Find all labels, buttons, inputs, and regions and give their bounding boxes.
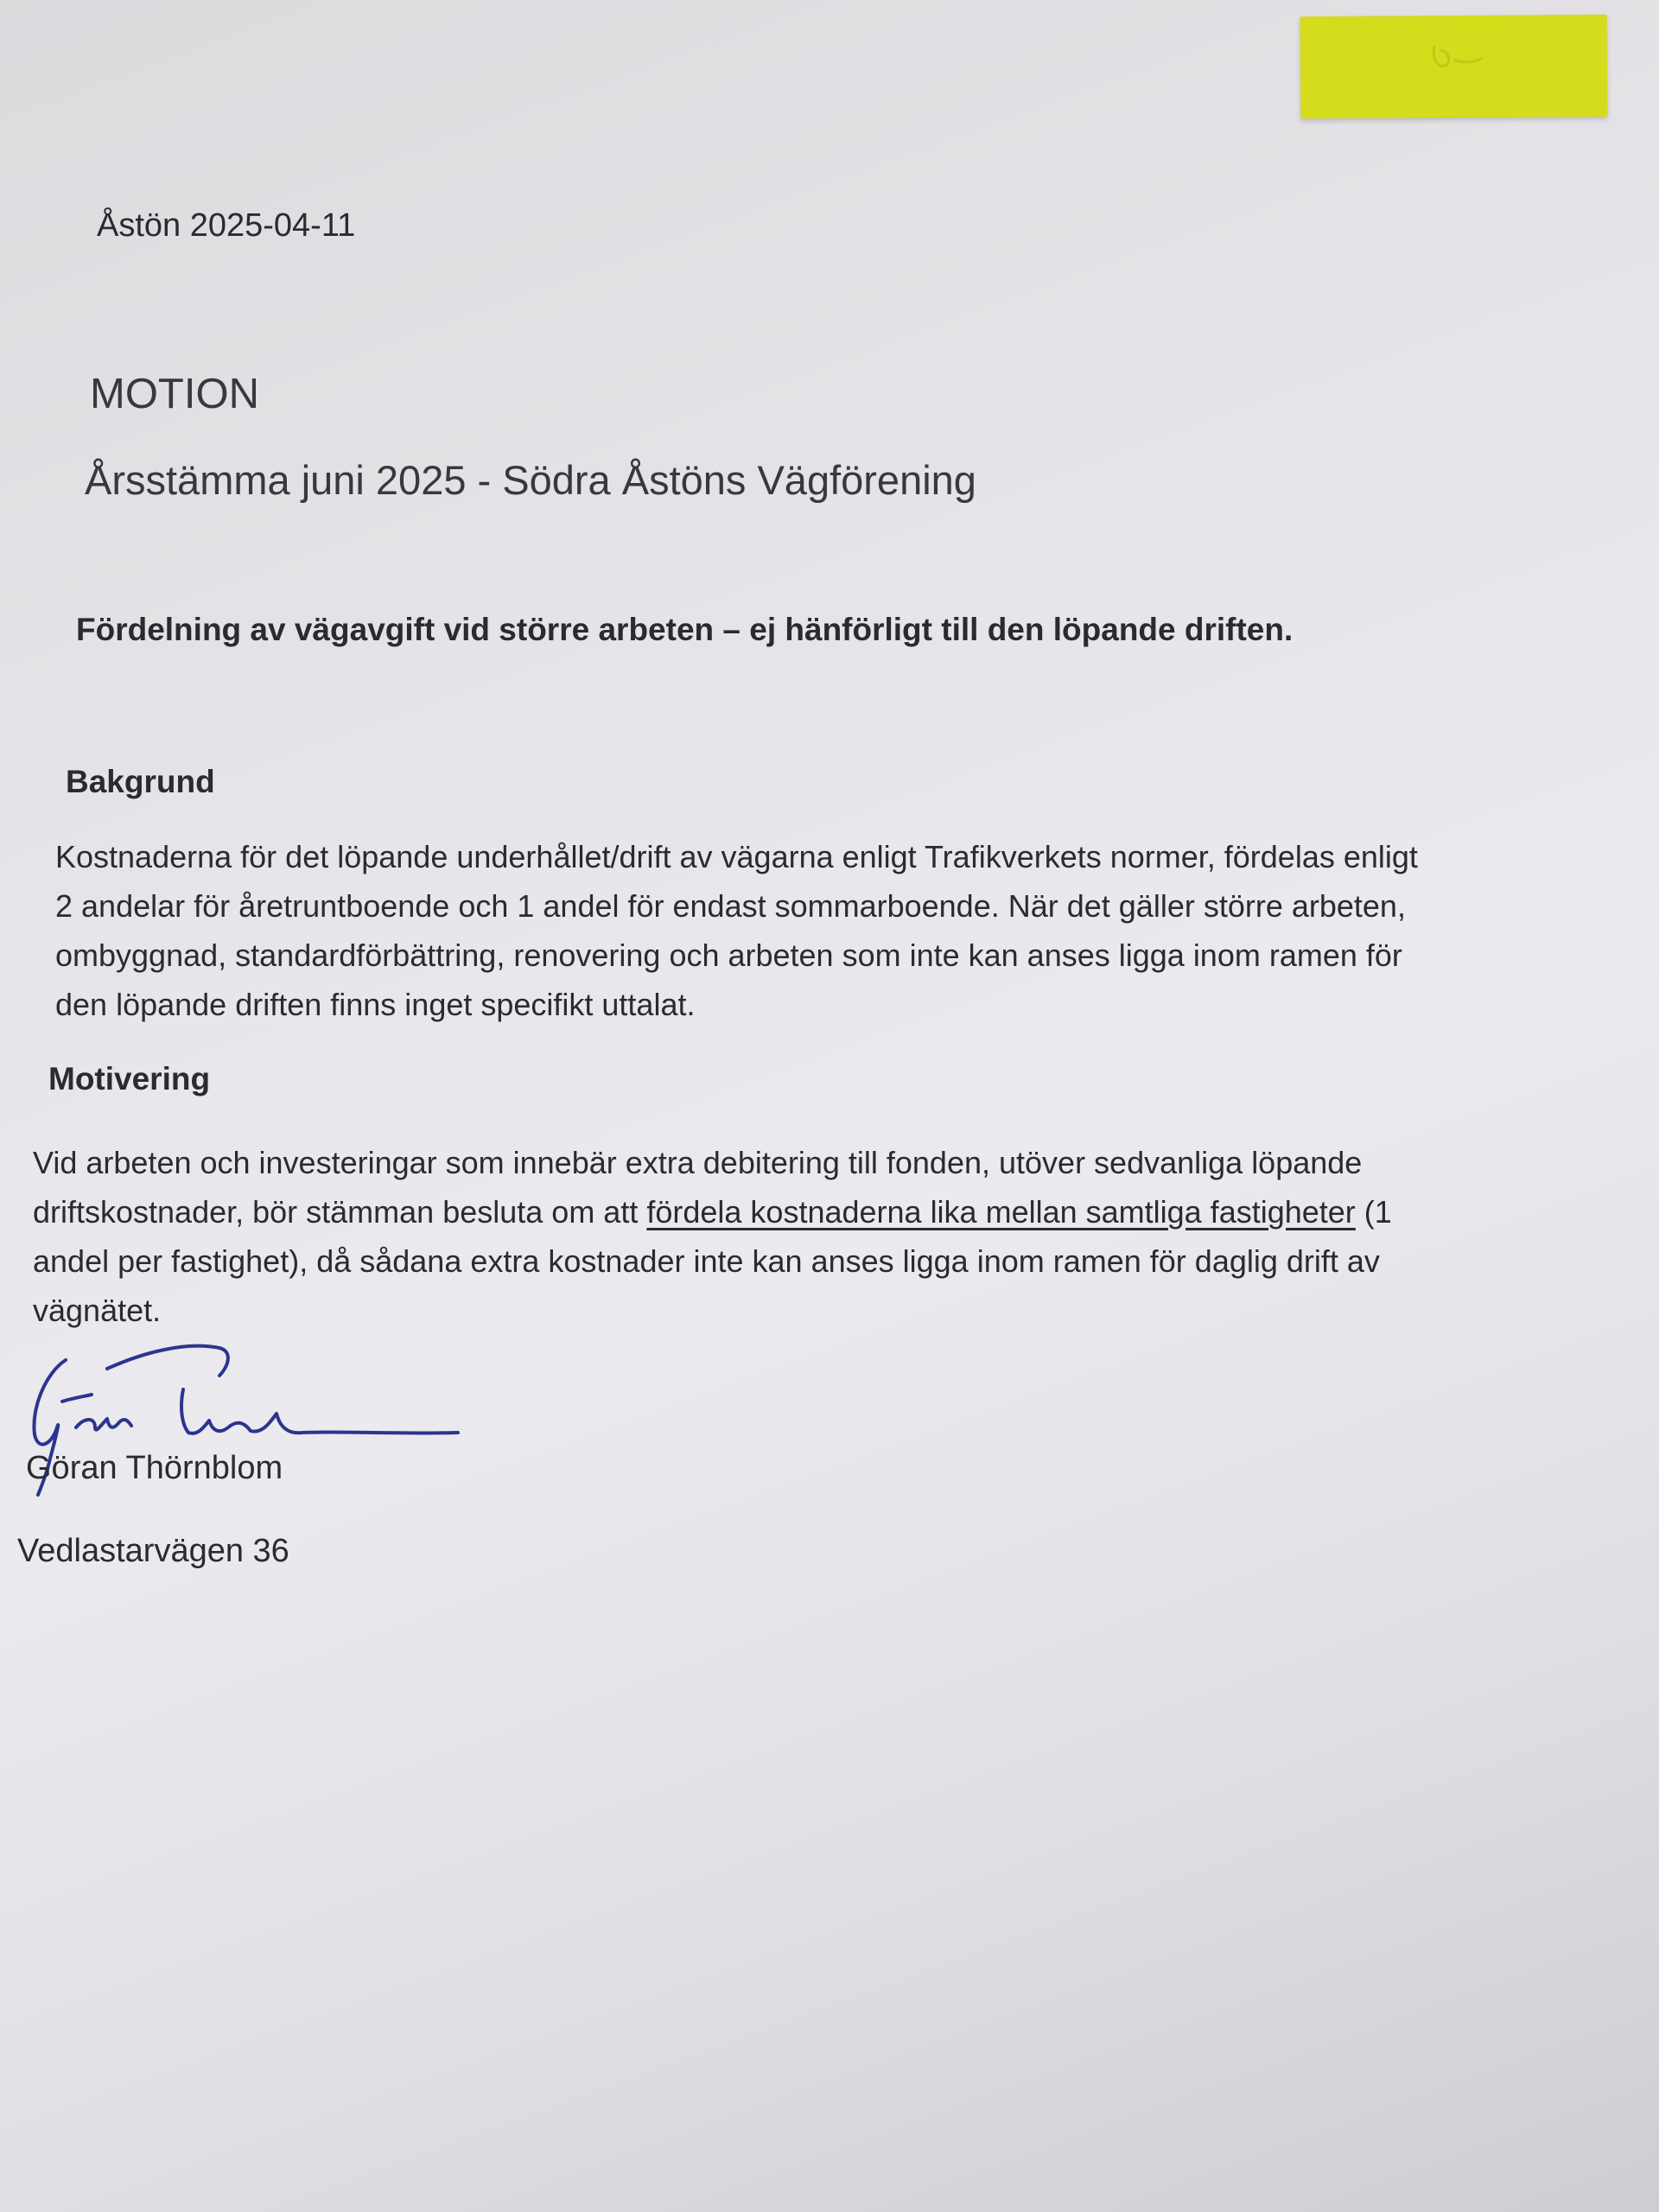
- document-title: MOTION: [90, 371, 259, 417]
- proposal-underlined-text: fördela kostnaderna lika mellan samtliga fastigheter: [646, 1194, 1356, 1230]
- background-line: ombyggnad, standardförbättring, renovering och arbeten som inte kan anses ligga inom ramen för: [55, 938, 1402, 973]
- background-paragraph: [55, 832, 1418, 1029]
- motivation-line: [33, 1187, 1392, 1236]
- motivation-text: driftskostnader, bör stämman besluta om att: [33, 1194, 647, 1230]
- sticky-note-scribble: [1426, 40, 1486, 74]
- motivation-text: (1: [1355, 1194, 1392, 1230]
- document-subtitle: Årsstämma juni 2025 - Södra Åstöns Vägförening: [85, 457, 976, 503]
- place-date: Åstön 2025-04-11: [97, 207, 356, 244]
- motivation-line: andel per fastighet), då sådana extra kostnader inte kan anses ligga inom ramen för daglig drift av: [33, 1243, 1380, 1279]
- motivation-line: vägnätet.: [33, 1293, 162, 1328]
- motion-heading: Fördelning av vägavgift vid större arbeten – ej hänförligt till den löpande driften.: [76, 612, 1294, 647]
- sticky-note: [1300, 15, 1608, 118]
- background-line: 2 andelar för åretruntboende och 1 andel för endast sommarboende. När det gäller större arbeten,: [55, 888, 1406, 924]
- motivation-paragraph: [33, 1138, 1392, 1335]
- signer-address: Vedlastarvägen 36: [17, 1533, 289, 1569]
- background-line: Kostnaderna för det löpande underhållet/drift av vägarna enligt Trafikverkets normer, fördelas enligt: [55, 839, 1418, 874]
- signer-name: Göran Thörnblom: [26, 1450, 283, 1486]
- background-line: den löpande driften finns inget specifikt uttalat.: [55, 987, 696, 1022]
- motivation-line: Vid arbeten och investeringar som innebär extra debitering till fonden, utöver sedvanliga löpande: [33, 1145, 1363, 1180]
- background-heading: Bakgrund: [66, 764, 215, 799]
- motivation-heading: Motivering: [48, 1061, 211, 1096]
